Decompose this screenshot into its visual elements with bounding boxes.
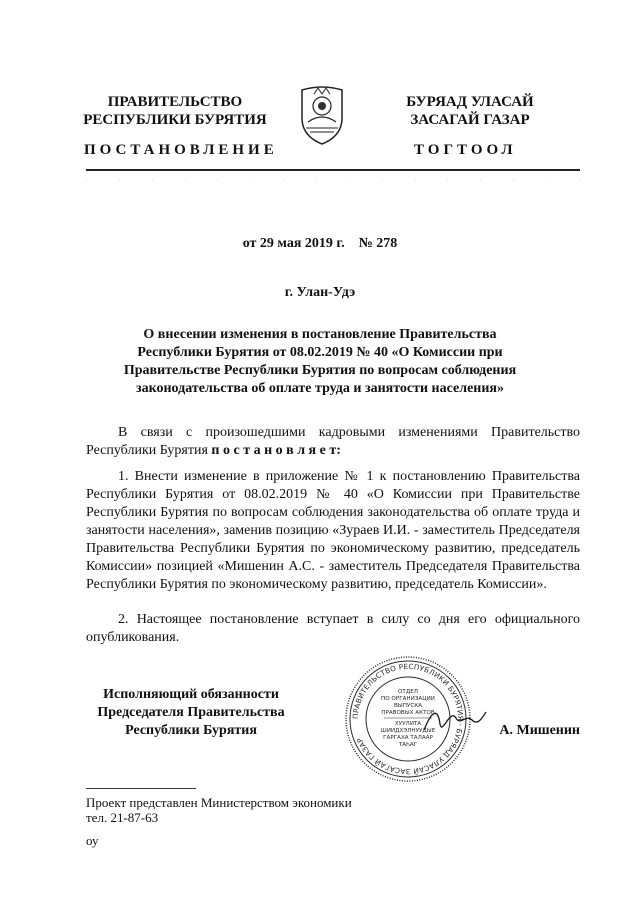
stamp-inner-line: ПО ОРГАНИЗАЦИИ — [381, 696, 435, 702]
header-left-doc-type: ПОСТАНОВЛЕНИЕ — [84, 142, 278, 158]
document-city: г. Улан-Удэ — [284, 285, 356, 300]
executor-initials: оу — [86, 833, 99, 848]
title-line: законодательства об оплате труда и занятости населения» — [135, 381, 504, 396]
document-number: № 278 — [358, 236, 398, 251]
signatory-line: Председателя Правительства — [97, 705, 285, 720]
document-title — [0, 326, 640, 398]
header-left-line2: РЕСПУБЛИКИ БУРЯТИЯ — [83, 112, 267, 128]
decree-word: п о с т а н о в л я е т: — [211, 443, 341, 458]
stamp-inner-line: ОТДЕЛ — [398, 689, 418, 695]
handwritten-signature-icon — [420, 700, 490, 740]
signatory-title — [86, 686, 296, 740]
stamp-inner-line: ВЫПУСКА — [393, 703, 423, 709]
stamp-outer-text: ПРАВИТЕЛЬСТВО РЕСПУБЛИКИ БУРЯТИЯ · БУРЯАД УЛАСАЙ ЗАСАГАЙ ГАЗАР — [350, 661, 466, 777]
stamp-inner-line: ГАРГАХА ТАЛААР — [383, 735, 433, 741]
header-right-line2: ЗАСАГАЙ ГАЗАР — [410, 112, 530, 128]
stamp-inner-line: ТАҺАГ — [398, 742, 418, 748]
title-line: Республики Бурятия от 08.02.2019 № 40 «О Комиссии при — [137, 345, 503, 360]
stamp-inner-line: ХУУЛИТА — [394, 721, 422, 727]
document-date-number — [0, 235, 640, 253]
signatory-line: Исполняющий обязанности — [103, 687, 279, 702]
item-2-paragraph: 2. Настоящее постановление вступает в силу со дня его официального опубликования. — [86, 612, 580, 645]
coat-of-arms-icon — [294, 82, 350, 146]
document-date: от 29 мая 2019 г. — [242, 236, 345, 251]
signatory-name: А. Мишенин — [499, 723, 580, 738]
title-line: Правительстве Республики Бурятия по вопросам соблюдения — [123, 363, 517, 378]
header-right-line1: БУРЯАД УЛАСАЙ — [406, 94, 534, 110]
header-left-line1: ПРАВИТЕЛЬСТВО — [107, 94, 243, 110]
signatory-line: Республики Бурятия — [125, 723, 257, 738]
header-dotted-rule: . . . . . . . . . . . . . . . . — [86, 176, 580, 182]
header-right-doc-type: ТОГТООЛ — [414, 142, 517, 158]
header-rule — [86, 169, 580, 171]
intro-text: В связи с произошедшими кадровыми изменениями Правительство Республики Бурятия — [86, 425, 580, 458]
footer-rule — [86, 788, 196, 789]
project-phone: тел. 21-87-63 — [86, 810, 159, 825]
item-1-paragraph: 1. Внести изменение в приложение № 1 к постановлению Правительства Республики Бурятия от 08.02.2019 № 40 «О Комиссии при Правительстве Республики Бурятия по вопросам соблюдения законодательства об оплате труда и занятости населения», заменив позицию «Зураев И.И. - заместитель Председателя Правительства Республики Бурятия по экономическому развитию, председатель Комиссии» позицией «Мишенин А.С. - заместитель Председателя Правительства Республики Бурятия по экономическому развитию, председатель Комиссии». — [86, 469, 580, 592]
project-note: Проект представлен Министерством экономики — [86, 795, 352, 810]
title-line: О внесении изменения в постановление Правительства — [143, 327, 497, 342]
stamp-inner-line: ПРАВОВЫХ АКТОВ — [381, 710, 435, 716]
intro-paragraph — [86, 424, 580, 460]
stamp-inner-line: ШИИДХЭЛНУУДЫЕ — [380, 728, 436, 734]
